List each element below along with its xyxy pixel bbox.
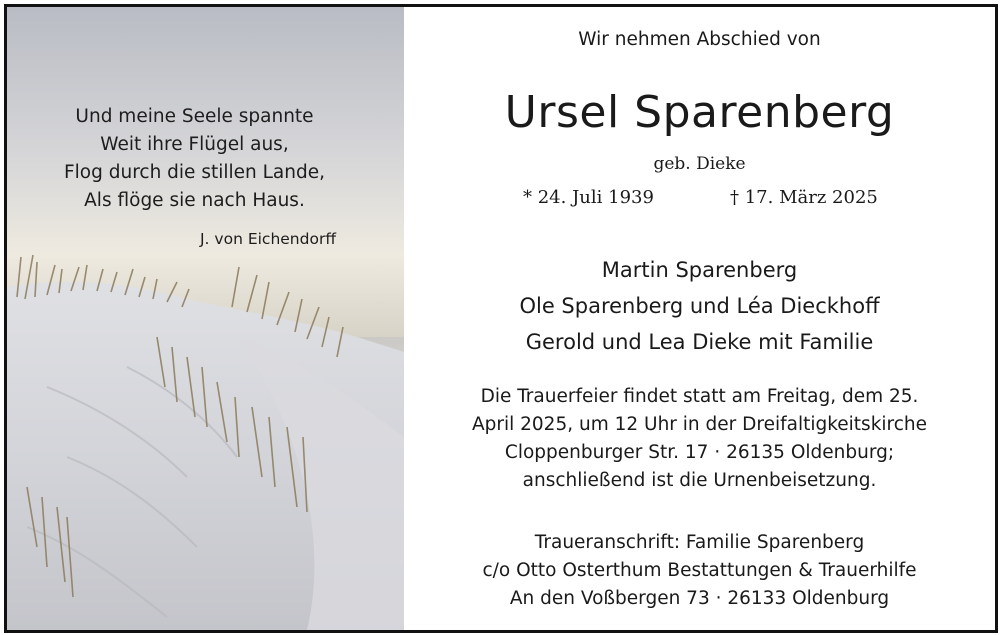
- birth-date: * 24. Juli 1939: [523, 187, 654, 208]
- poem-line: Und meine Seele spannte: [75, 106, 314, 127]
- notice-text: [404, 7, 995, 630]
- service-info: [404, 383, 995, 495]
- intro-text: Wir nehmen Abschied von: [578, 29, 821, 50]
- service-line: April 2025, um 12 Uhr in der Dreifaltigkeitskirche: [471, 414, 928, 435]
- mourners-list: [404, 252, 995, 360]
- poem-line: Als flöge sie nach Haus.: [84, 190, 305, 211]
- mourner: Gerold und Lea Dieke mit Familie: [525, 330, 874, 354]
- mourning-address: [404, 529, 995, 613]
- address-line: Traueranschrift: Familie Sparenberg: [534, 532, 865, 553]
- poem-author: J. von Eichendorff: [199, 230, 336, 248]
- deceased-name: Ursel Sparenberg: [504, 87, 895, 138]
- death-date: † 17. März 2025: [730, 187, 878, 208]
- address-line: An den Voßbergen 73 · 26133 Oldenburg: [509, 588, 890, 609]
- mourner: Ole Sparenberg und Léa Dieckhoff: [519, 294, 880, 318]
- poem-line: Flog durch die stillen Lande,: [64, 162, 325, 183]
- poem: [7, 103, 382, 215]
- service-line: anschließend ist die Urnenbeisetzung.: [522, 470, 877, 491]
- obituary-notice: [4, 4, 998, 633]
- mourner: Martin Sparenberg: [601, 258, 798, 282]
- address-line: c/o Otto Osterthum Bestattungen & Trauerhilfe: [482, 560, 917, 581]
- service-line: Die Trauerfeier findet statt am Freitag, dem 25.: [480, 386, 919, 407]
- dune-image: [7, 7, 404, 630]
- birth-name: geb. Dieke: [653, 154, 746, 174]
- poem-line: Weit ihre Flügel aus,: [100, 134, 289, 155]
- dune-photo: [7, 7, 404, 630]
- service-line: Cloppenburger Str. 17 · 26135 Oldenburg;: [504, 442, 895, 463]
